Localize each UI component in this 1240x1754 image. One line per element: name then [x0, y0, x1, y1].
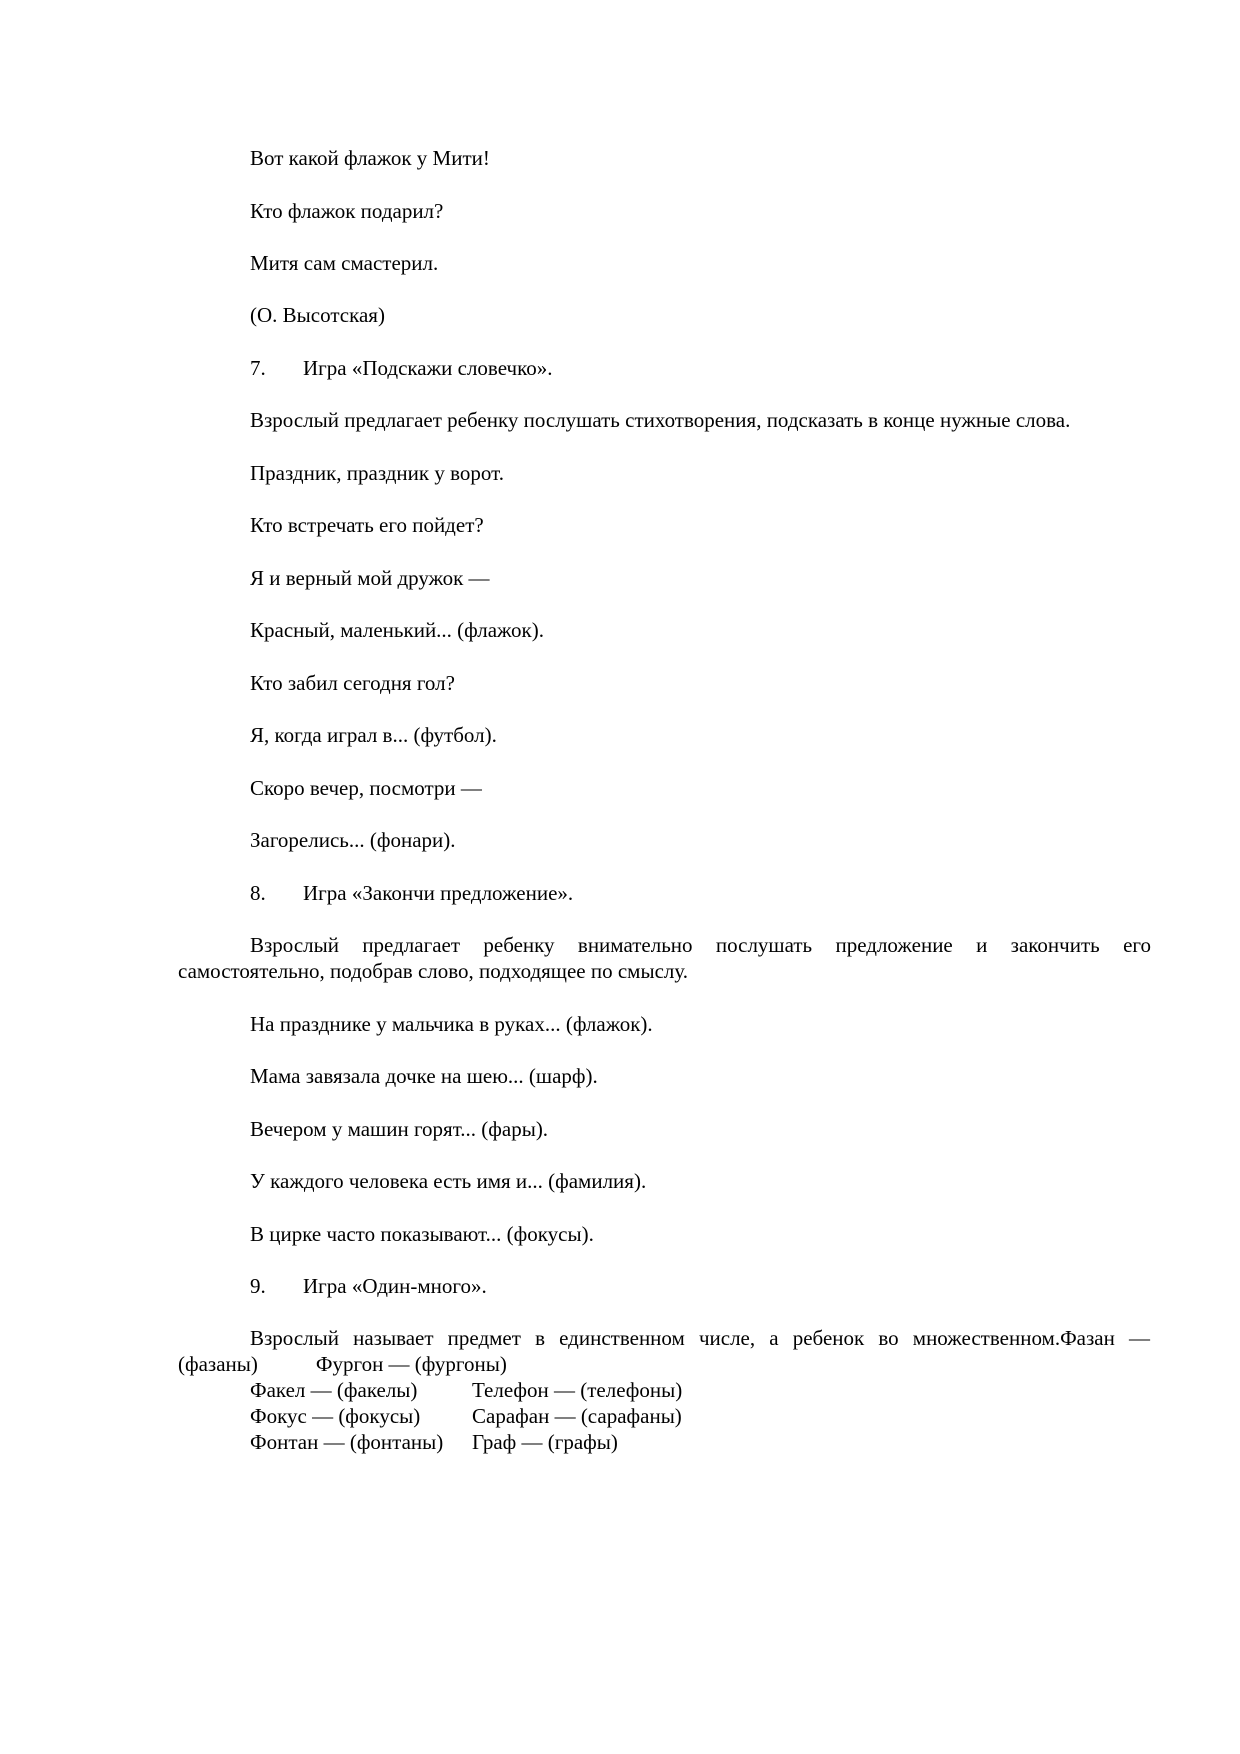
game-7-description: Взрослый предлагает ребенку послушать стихотворения, подсказать в конце нужные слова. [250, 408, 1071, 432]
word-pair: Телефон — (телефоны) [472, 1378, 683, 1402]
word-pair: Фонтан — (фонтаны) [250, 1430, 444, 1454]
poem-line: Кто забил сегодня гол? [250, 671, 455, 695]
poem-line: Красный, маленький... (флажок). [250, 618, 544, 642]
game-9-heading [250, 1273, 487, 1299]
game-9-description: Взрослый называет предмет в единственном числе, а ребенок во множественном.Фазан — [250, 1326, 1150, 1350]
game-7-number: 7. [250, 356, 266, 380]
poem-line: Праздник, праздник у ворот. [250, 461, 504, 485]
game-8-heading [250, 880, 573, 906]
word-pair: Фургон — (фургоны) [315, 1352, 507, 1376]
word-pair: Граф — (графы) [472, 1430, 618, 1454]
game-7-title: Игра «Подскажи словечко». [303, 356, 553, 380]
poem-line: Митя сам смастерил. [250, 251, 439, 275]
sentence-line: В цирке часто показывают... (фокусы). [250, 1222, 594, 1246]
word-pair: Фокус — (фокусы) [250, 1404, 421, 1428]
sentence-line: Вечером у машин горят... (фары). [250, 1117, 549, 1141]
game-7-heading [250, 355, 552, 381]
sentence-line: На празднике у мальчика в руках... (флажок). [250, 1012, 653, 1036]
poem-line: Кто флажок подарил? [250, 199, 444, 223]
game-9-title: Игра «Один-много». [303, 1274, 487, 1298]
game-8-description: Взрослый предлагает ребенку внимательно послушать предложение и закончить его самостоятельно, подобрав слово, подходящее по смыслу. [178, 933, 1151, 983]
word-pair-row [250, 1429, 618, 1455]
word-pair-part: (фазаны) [178, 1352, 258, 1376]
poem-line: Вот какой флажок у Мити! [250, 146, 490, 170]
sentence-line: У каждого человека есть имя и... (фамилия). [250, 1169, 647, 1193]
game-8-number: 8. [250, 881, 266, 905]
word-pair-row [250, 1403, 682, 1429]
poem-line: Загорелись... (фонари). [250, 828, 456, 852]
word-pair: Сарафан — (сарафаны) [472, 1404, 682, 1428]
poem-line: Я, когда играл в... (футбол). [250, 723, 497, 747]
game-9-number: 9. [250, 1274, 266, 1298]
game-9-description-wrap [178, 1351, 507, 1377]
game-8-title: Игра «Закончи предложение». [303, 881, 574, 905]
poem-line: Скоро вечер, посмотри — [250, 776, 482, 800]
sentence-line: Мама завязала дочке на шею... (шарф). [250, 1064, 598, 1088]
poem-line: Я и верный мой дружок — [250, 566, 490, 590]
poem-author: (О. Высотская) [250, 303, 385, 327]
poem-line: Кто встречать его пойдет? [250, 513, 484, 537]
word-pair: Факел — (факелы) [250, 1378, 418, 1402]
word-pair-row [250, 1377, 682, 1403]
